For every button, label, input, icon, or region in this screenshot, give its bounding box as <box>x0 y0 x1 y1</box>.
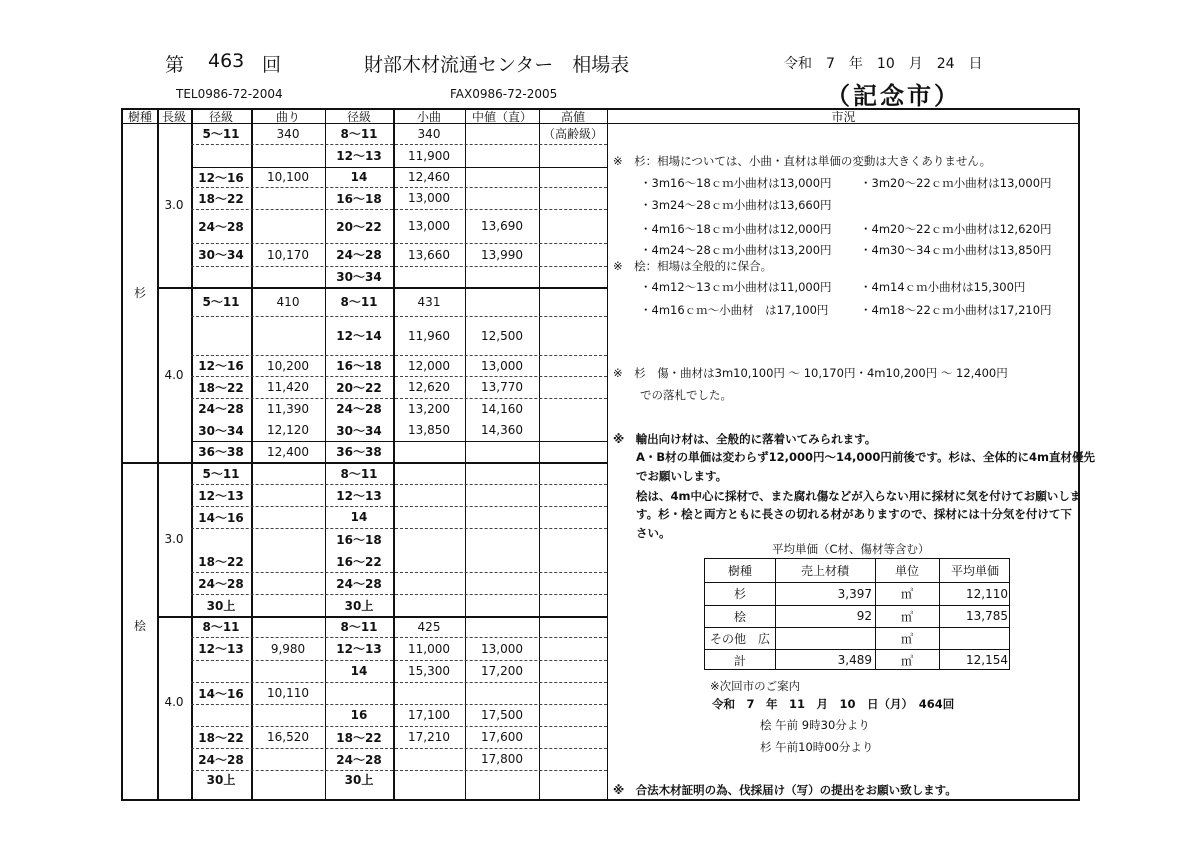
page-title-kai: 回 <box>262 54 282 76</box>
diameter-class: 18～22 <box>198 554 244 569</box>
column-header: 市況 <box>831 110 856 124</box>
median-straight-price <box>465 441 539 462</box>
diameter-class: 12～16 <box>198 359 244 373</box>
high-price <box>539 704 607 726</box>
average-price-title: 平均単価（C材、傷材等含む） <box>772 542 930 556</box>
avg-cell: 12,154 <box>966 653 1008 667</box>
high-price <box>539 144 607 167</box>
sugi-note: ・4m24～28ｃｍ小曲材は13,200円 <box>640 243 832 257</box>
diameter-class: 12～13 <box>336 149 382 163</box>
small-bent-price <box>393 770 465 788</box>
median-straight-price <box>465 123 539 144</box>
small-bent-price <box>393 506 465 528</box>
high-price <box>539 726 607 748</box>
bent-price <box>251 187 325 209</box>
diameter-class <box>191 528 251 550</box>
diameter-class: 8～11 <box>340 127 378 141</box>
median-straight-price: 12,500 <box>481 328 523 343</box>
auction-number: 463 <box>208 50 245 72</box>
diameter-class: 18～22 <box>198 730 244 745</box>
length-label: 3.0 <box>164 198 184 212</box>
median-straight-price <box>465 287 539 316</box>
diameter-class: 14 <box>350 664 368 678</box>
high-price <box>539 355 607 376</box>
diameter-class: 24～28 <box>198 752 244 767</box>
diameter-class: 16 <box>350 708 368 722</box>
high-price <box>539 572 607 594</box>
diameter-class: 14～16 <box>198 510 244 525</box>
median-straight-price <box>465 550 539 572</box>
export-note: 桧は、4m中心に採材で、また腐れ傷などが入らない用に採材に気を付けてお願いしま <box>636 489 1082 503</box>
median-straight-price: 17,500 <box>481 708 523 722</box>
median-straight-price <box>465 266 539 287</box>
next-auction-date: 令和 7 年 11 月 10 日（月） 464回 <box>712 697 955 711</box>
bent-price <box>251 144 325 167</box>
median-straight-price: 17,800 <box>481 752 523 766</box>
high-price <box>539 441 607 462</box>
length-label: 3.0 <box>164 532 184 546</box>
median-straight-price: 17,200 <box>481 664 523 678</box>
high-price <box>539 616 607 637</box>
high-price <box>539 398 607 419</box>
small-bent-price <box>393 484 465 506</box>
avg-column-header: 平均単価 <box>950 564 999 578</box>
diameter-class: 24～28 <box>198 402 244 416</box>
species-label: 桧 <box>133 618 146 633</box>
median-straight-price: 13,770 <box>481 380 523 394</box>
sugi-note: ・4m16～18ｃｍ小曲材は12,000円 <box>640 222 832 236</box>
median-straight-price: 14,160 <box>481 401 523 416</box>
bent-price: 12,400 <box>267 444 309 459</box>
high-price <box>539 748 607 770</box>
high-price <box>539 243 607 266</box>
high-price <box>539 419 607 441</box>
high-price <box>539 287 607 316</box>
bent-price <box>251 594 325 616</box>
diameter-class: 24～28 <box>336 402 382 416</box>
avg-column-line <box>775 559 776 669</box>
diameter-class: 36～38 <box>198 445 244 459</box>
diameter-class: 12～13 <box>336 642 382 656</box>
avg-cell: 杉 <box>733 587 746 601</box>
next-auction-sugi: 杉 午前10時00分より <box>760 740 874 754</box>
median-straight-price: 13,690 <box>481 219 523 233</box>
median-straight-price <box>465 770 539 788</box>
small-bent-price: 11,000 <box>408 641 450 656</box>
avg-cell: ㎥ <box>900 609 913 624</box>
column-header: 長級 <box>161 110 186 124</box>
small-bent-price <box>393 682 465 704</box>
diameter-class <box>191 316 251 355</box>
median-straight-price <box>465 616 539 637</box>
next-auction-title: ※次回市のご案内 <box>710 679 801 693</box>
sugi-note: ・3m20～22ｃｍ小曲材は13,000円 <box>860 176 1052 190</box>
bent-price <box>251 484 325 506</box>
table-column-line <box>607 110 608 799</box>
high-price <box>539 484 607 506</box>
small-bent-price: 17,210 <box>408 730 450 744</box>
sugi-heading: ※ 杉：相場については、小曲・直材は単価の変動は大きくありません。 <box>613 154 992 168</box>
species-label: 杉 <box>133 286 146 300</box>
high-price <box>539 528 607 550</box>
length-label: 4.0 <box>164 367 184 382</box>
export-heading: ※ 輸出向け材は、全般的に落着いてみられます。 <box>613 432 877 446</box>
median-straight-price <box>465 144 539 167</box>
bent-price: 10,110 <box>267 686 309 700</box>
avg-cell: 92 <box>856 609 872 623</box>
organization-title: 財部木材流通センター 相場表 <box>364 54 630 76</box>
diameter-class: 24～28 <box>336 752 382 767</box>
small-bent-price: 12,000 <box>408 358 450 373</box>
small-bent-price <box>393 462 465 484</box>
high-price <box>539 209 607 243</box>
small-bent-price <box>393 266 465 287</box>
diameter-class <box>325 682 393 704</box>
diameter-class: 14～16 <box>198 686 244 701</box>
diameter-class: 8～11 <box>340 466 378 481</box>
median-straight-price: 13,990 <box>481 247 523 262</box>
diameter-class: 5～11 <box>202 127 240 141</box>
avg-cell: 13,785 <box>966 609 1008 623</box>
diameter-class <box>191 144 251 167</box>
small-bent-price: 13,000 <box>408 219 450 233</box>
bent-price <box>251 506 325 528</box>
sugi-note: ・3m16～18ｃｍ小曲材は13,000円 <box>640 176 832 190</box>
bent-price: 340 <box>276 126 300 141</box>
commemorative-label: （記念市） <box>826 82 961 110</box>
median-straight-price: 17,600 <box>481 730 523 744</box>
tel-number: TEL0986-72-2004 <box>176 87 283 101</box>
bent-price <box>251 209 325 243</box>
page-title-dai: 第 <box>165 54 185 76</box>
diameter-class: 30～34 <box>336 270 382 284</box>
diameter-class: 12～16 <box>198 170 244 185</box>
bent-price: 16,520 <box>267 730 309 744</box>
small-bent-price: 11,900 <box>408 148 450 163</box>
diameter-class: 5～11 <box>202 466 240 481</box>
damaged-note: での落札でした。 <box>640 388 732 402</box>
hinoki-note: ・4m14ｃｍ小曲材は15,300円 <box>860 280 1026 294</box>
avg-cell: 計 <box>733 653 746 668</box>
bent-price <box>251 266 325 287</box>
diameter-class <box>191 704 251 726</box>
small-bent-price <box>393 594 465 616</box>
column-header: 樹種 <box>127 110 152 124</box>
median-straight-price <box>465 187 539 209</box>
median-straight-price <box>465 462 539 484</box>
diameter-class: 30上 <box>206 598 236 613</box>
diameter-class: 20～22 <box>336 219 382 234</box>
high-price <box>539 376 607 398</box>
hinoki-note: ・4m16ｃｍ～小曲材 は17,100円 <box>640 303 829 317</box>
column-header: 径級 <box>346 110 371 124</box>
bent-price <box>251 616 325 637</box>
small-bent-price: 431 <box>417 294 441 309</box>
diameter-class: 30～34 <box>336 423 382 438</box>
diameter-class: 14 <box>350 170 368 184</box>
small-bent-price: 425 <box>417 619 441 634</box>
median-straight-price <box>465 572 539 594</box>
median-straight-price <box>465 167 539 187</box>
export-note: さい。 <box>636 526 671 540</box>
high-price <box>539 167 607 187</box>
bent-price <box>251 770 325 788</box>
bent-price: 12,120 <box>267 423 309 437</box>
diameter-class: 30上 <box>344 598 374 613</box>
avg-cell: その他 広 <box>709 631 770 646</box>
hinoki-note: ・4m12～13ｃｍ小曲材は11,000円 <box>640 280 832 294</box>
diameter-class: 12～13 <box>198 642 244 656</box>
median-straight-price <box>465 484 539 506</box>
avg-cell: ㎥ <box>900 653 913 668</box>
bent-price: 10,170 <box>267 247 309 262</box>
diameter-class: 30～34 <box>198 423 244 438</box>
diameter-class: 36～38 <box>336 445 382 459</box>
bent-price <box>251 462 325 484</box>
high-price <box>539 266 607 287</box>
small-bent-price: 13,660 <box>408 247 450 262</box>
avg-cell: ㎥ <box>900 631 913 646</box>
diameter-class: 12～13 <box>198 488 244 503</box>
high-price <box>539 550 607 572</box>
bent-price: 410 <box>276 294 300 309</box>
average-price-table <box>704 558 1010 670</box>
diameter-class: 5～11 <box>202 295 240 309</box>
avg-cell: 3,397 <box>837 586 872 601</box>
median-straight-price <box>465 528 539 550</box>
small-bent-price: 11,960 <box>408 328 450 343</box>
small-bent-price: 13,850 <box>408 423 450 437</box>
hinoki-note: ・4m18～22ｃｍ小曲材は17,210円 <box>860 303 1052 317</box>
column-header: 曲り <box>275 110 300 124</box>
small-bent-price <box>393 550 465 572</box>
high-price <box>539 594 607 616</box>
avg-cell: 12,110 <box>966 586 1008 601</box>
diameter-class: 30～34 <box>198 248 244 262</box>
bent-price <box>251 704 325 726</box>
legal-timber-note: ※ 合法木材証明の為、伐採届け（写）の提出をお願い致します。 <box>613 783 957 797</box>
diameter-class: 8～11 <box>340 620 378 634</box>
price-table <box>121 108 1095 801</box>
small-bent-price: 15,300 <box>408 664 450 678</box>
diameter-class <box>191 660 251 682</box>
median-straight-price: 13,000 <box>481 641 523 656</box>
diameter-class: 16～18 <box>336 191 382 206</box>
bent-price <box>251 748 325 770</box>
avg-cell: ㎥ <box>900 587 913 601</box>
export-note: A・B材の単価は変わらず12,000円～14,000円前後です。杉は、全体的に4m直材優先 <box>636 450 1095 464</box>
high-price: （高齢級） <box>542 127 603 141</box>
high-price <box>539 637 607 660</box>
diameter-class: 12～14 <box>336 329 382 343</box>
median-straight-price: 14,360 <box>481 423 523 437</box>
fax-number: FAX0986-72-2005 <box>450 87 558 101</box>
next-auction-hinoki: 桧 午前 9時30分より <box>760 718 870 732</box>
high-price <box>539 187 607 209</box>
small-bent-price <box>393 572 465 594</box>
avg-cell: 3,489 <box>837 653 872 667</box>
avg-column-line <box>939 559 940 669</box>
diameter-class: 8～11 <box>340 295 378 309</box>
small-bent-price: 17,100 <box>408 708 450 722</box>
median-straight-price: 13,000 <box>481 358 523 373</box>
hinoki-heading: ※ 桧：相場は全般的に保合。 <box>613 259 773 273</box>
bent-price: 9,980 <box>270 641 306 656</box>
diameter-class: 12～13 <box>336 488 382 503</box>
small-bent-price: 12,460 <box>408 170 450 184</box>
sugi-note: ・4m30～34ｃｍ小曲材は13,850円 <box>860 243 1052 257</box>
diameter-class: 14 <box>350 510 368 524</box>
avg-column-header: 単位 <box>894 564 919 578</box>
diameter-class: 20～22 <box>336 380 382 395</box>
bent-price <box>251 572 325 594</box>
diameter-class: 24～28 <box>198 576 244 591</box>
high-price <box>539 506 607 528</box>
diameter-class: 24～28 <box>336 576 382 591</box>
small-bent-price: 12,620 <box>408 380 450 394</box>
column-header: 小曲 <box>416 110 441 124</box>
sugi-note: ・4m20～22ｃｍ小曲材は12,620円 <box>860 222 1052 236</box>
diameter-class: 18～22 <box>198 191 244 206</box>
diameter-class <box>191 266 251 287</box>
bent-price: 11,420 <box>267 380 309 394</box>
small-bent-price: 13,200 <box>408 401 450 416</box>
avg-column-header: 樹種 <box>727 564 752 578</box>
small-bent-price <box>393 528 465 550</box>
avg-column-line <box>875 559 876 669</box>
length-label: 4.0 <box>164 695 184 709</box>
bent-price <box>251 528 325 550</box>
column-header: 高値 <box>560 110 585 124</box>
bent-price: 10,200 <box>267 358 309 373</box>
median-straight-price <box>465 682 539 704</box>
high-price <box>539 682 607 704</box>
bent-price <box>251 316 325 355</box>
diameter-class: 24～28 <box>198 219 244 234</box>
damaged-note: ※ 杉 傷・曲材は3m10,100円 ～ 10,170円・4m10,200円 ～ 12,400円 <box>613 366 1008 380</box>
high-price <box>539 462 607 484</box>
sugi-note: ・3m24～28ｃｍ小曲材は13,660円 <box>640 198 832 212</box>
column-header: 中値（直） <box>471 110 532 124</box>
small-bent-price: 340 <box>417 126 441 141</box>
bent-price: 10,100 <box>267 170 309 184</box>
avg-column-header: 売上材積 <box>800 564 849 578</box>
diameter-class: 16～22 <box>336 554 382 569</box>
auction-date: 令和 7 年 10 月 24 日 <box>784 56 983 72</box>
small-bent-price <box>393 748 465 770</box>
small-bent-price <box>393 441 465 462</box>
avg-cell <box>942 627 1008 649</box>
diameter-class: 24～28 <box>336 248 382 262</box>
diameter-class: 8～11 <box>202 620 240 634</box>
high-price <box>539 316 607 355</box>
export-note: でお願いします。 <box>636 469 728 483</box>
median-straight-price <box>465 506 539 528</box>
avg-cell: 桧 <box>733 609 746 624</box>
diameter-class: 18～22 <box>336 730 382 745</box>
median-straight-price <box>465 594 539 616</box>
diameter-class: 16～18 <box>336 532 382 547</box>
diameter-class: 30上 <box>206 772 236 787</box>
column-header: 径級 <box>208 110 233 124</box>
bent-price: 11,390 <box>267 401 309 416</box>
small-bent-price: 13,000 <box>408 191 450 205</box>
diameter-class: 18～22 <box>198 380 244 395</box>
export-note: す。杉・桧と両方ともに長さの切れる材がありますので、採材には十分気を付けて下 <box>636 507 1072 521</box>
avg-cell <box>778 627 872 649</box>
bent-price <box>251 660 325 682</box>
high-price <box>539 660 607 682</box>
diameter-class: 30上 <box>344 772 374 787</box>
bent-price <box>251 550 325 572</box>
diameter-class: 16～18 <box>336 359 382 373</box>
high-price <box>539 770 607 788</box>
